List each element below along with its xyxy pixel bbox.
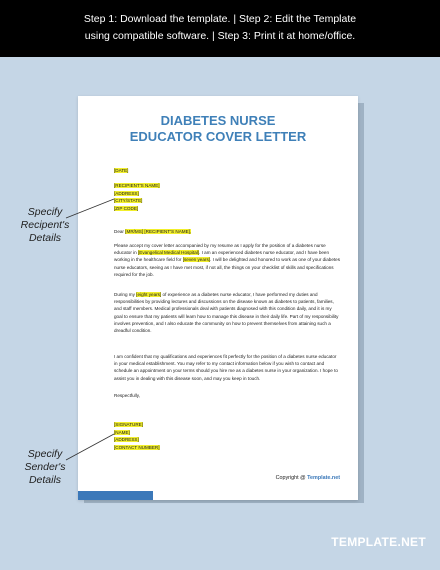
callout-recipient-line-2: Recipent's [20, 219, 70, 231]
title-line-2: EDUCATOR COVER LETTER [129, 129, 307, 144]
recipient-city-state: [CITY/STATE] [114, 198, 143, 204]
sender-leader-line [66, 434, 114, 460]
recipient-address: [ADDRESS] [114, 190, 139, 196]
copyright-brand: Template.net [307, 475, 340, 481]
p2-text-b: of experience as a diabetes nurse educator, I have performed my duties and responsibilities by providing lectures and discussions on the disease known as diabetes to patients, families, and staff members. Medical professionals deal with patients diagnosed with this condition daily, and it is my goal to ensure that my patients will learn how to manage this disease in their daily life. Part of my responsibility involves prevention, and I also educate the community on how to prevent themselves from attaining such a dreadful condition. [114, 292, 339, 334]
callout-recipient-line-3: Details [28, 232, 62, 244]
p2-text-a: During my [114, 292, 137, 297]
hospital-field: [Evangelical Medical Hospital] [138, 250, 200, 256]
salutation-prefix: Dear [114, 229, 126, 234]
callout-recipient-line-1: Specify [27, 206, 63, 218]
callout-sender-line-3: Details [28, 474, 62, 486]
callout-sender-line-2: Sender's [24, 461, 66, 473]
copyright-prefix: Copyright [275, 475, 299, 481]
recipient-zip: [ZIP CODE] [114, 205, 139, 211]
callout-sender-line-1: Specify [27, 448, 63, 460]
closing-text: Respectfully, [114, 393, 140, 398]
p1-text-c: . I will be delighted and honored to work as one of your diabetes nurse educators, seeing as I have met most, if not all, the things on your checklist of skills and specifications required for the job. [114, 257, 341, 277]
p3-text: I am confident that my qualifications and experiences fit perfectly for the position of a diabetes nurse educator in your medical establishment. You may refer to my contact information below if you wish to contact and schedule an appointment on your terms should you hire me as a diabetes nurse in your organization. I hope to assist you in dealing with this disease soon, and may you keep in touch. [114, 354, 338, 381]
sender-signature: [SIGNATURE] [114, 422, 144, 427]
title-line-1: DIABETES NURSE [160, 113, 276, 128]
p1-text-a: Please accept my cover letter accompanied by my resume as I apply for the position of a diabetes nurse educator in [114, 243, 326, 256]
date-placeholder: [DATE] [114, 168, 129, 173]
experience-years-field: [eight years] [136, 292, 162, 297]
template-net-watermark [331, 535, 426, 549]
instructions-line-2: using compatible software. | Step 3: Print it at home/office. [84, 30, 356, 42]
years-field: [seven years] [182, 257, 211, 263]
recipient-name: [RECIPIENT'S NAME] [114, 183, 160, 188]
sender-contact-number: [CONTACT NUMBER] [114, 444, 160, 450]
watermark-suffix: .NET [397, 535, 426, 549]
p1-text-b: . I am an experienced diabetes nurse educator, and I have been working in the healthcare field for [114, 250, 330, 263]
watermark-brand: TEMPLATE [331, 535, 398, 549]
instructions-line-1: Step 1: Download the template. | Step 2: Edit the Template [83, 13, 357, 25]
copyright-symbol: @ [300, 475, 306, 481]
sender-address: [ADDRESS] [114, 437, 139, 443]
salutation-field: [MR/MS] [RECIPIENT'S NAME], [125, 229, 192, 234]
sender-name: [NAME] [114, 429, 130, 435]
recipient-leader-line [66, 199, 114, 218]
